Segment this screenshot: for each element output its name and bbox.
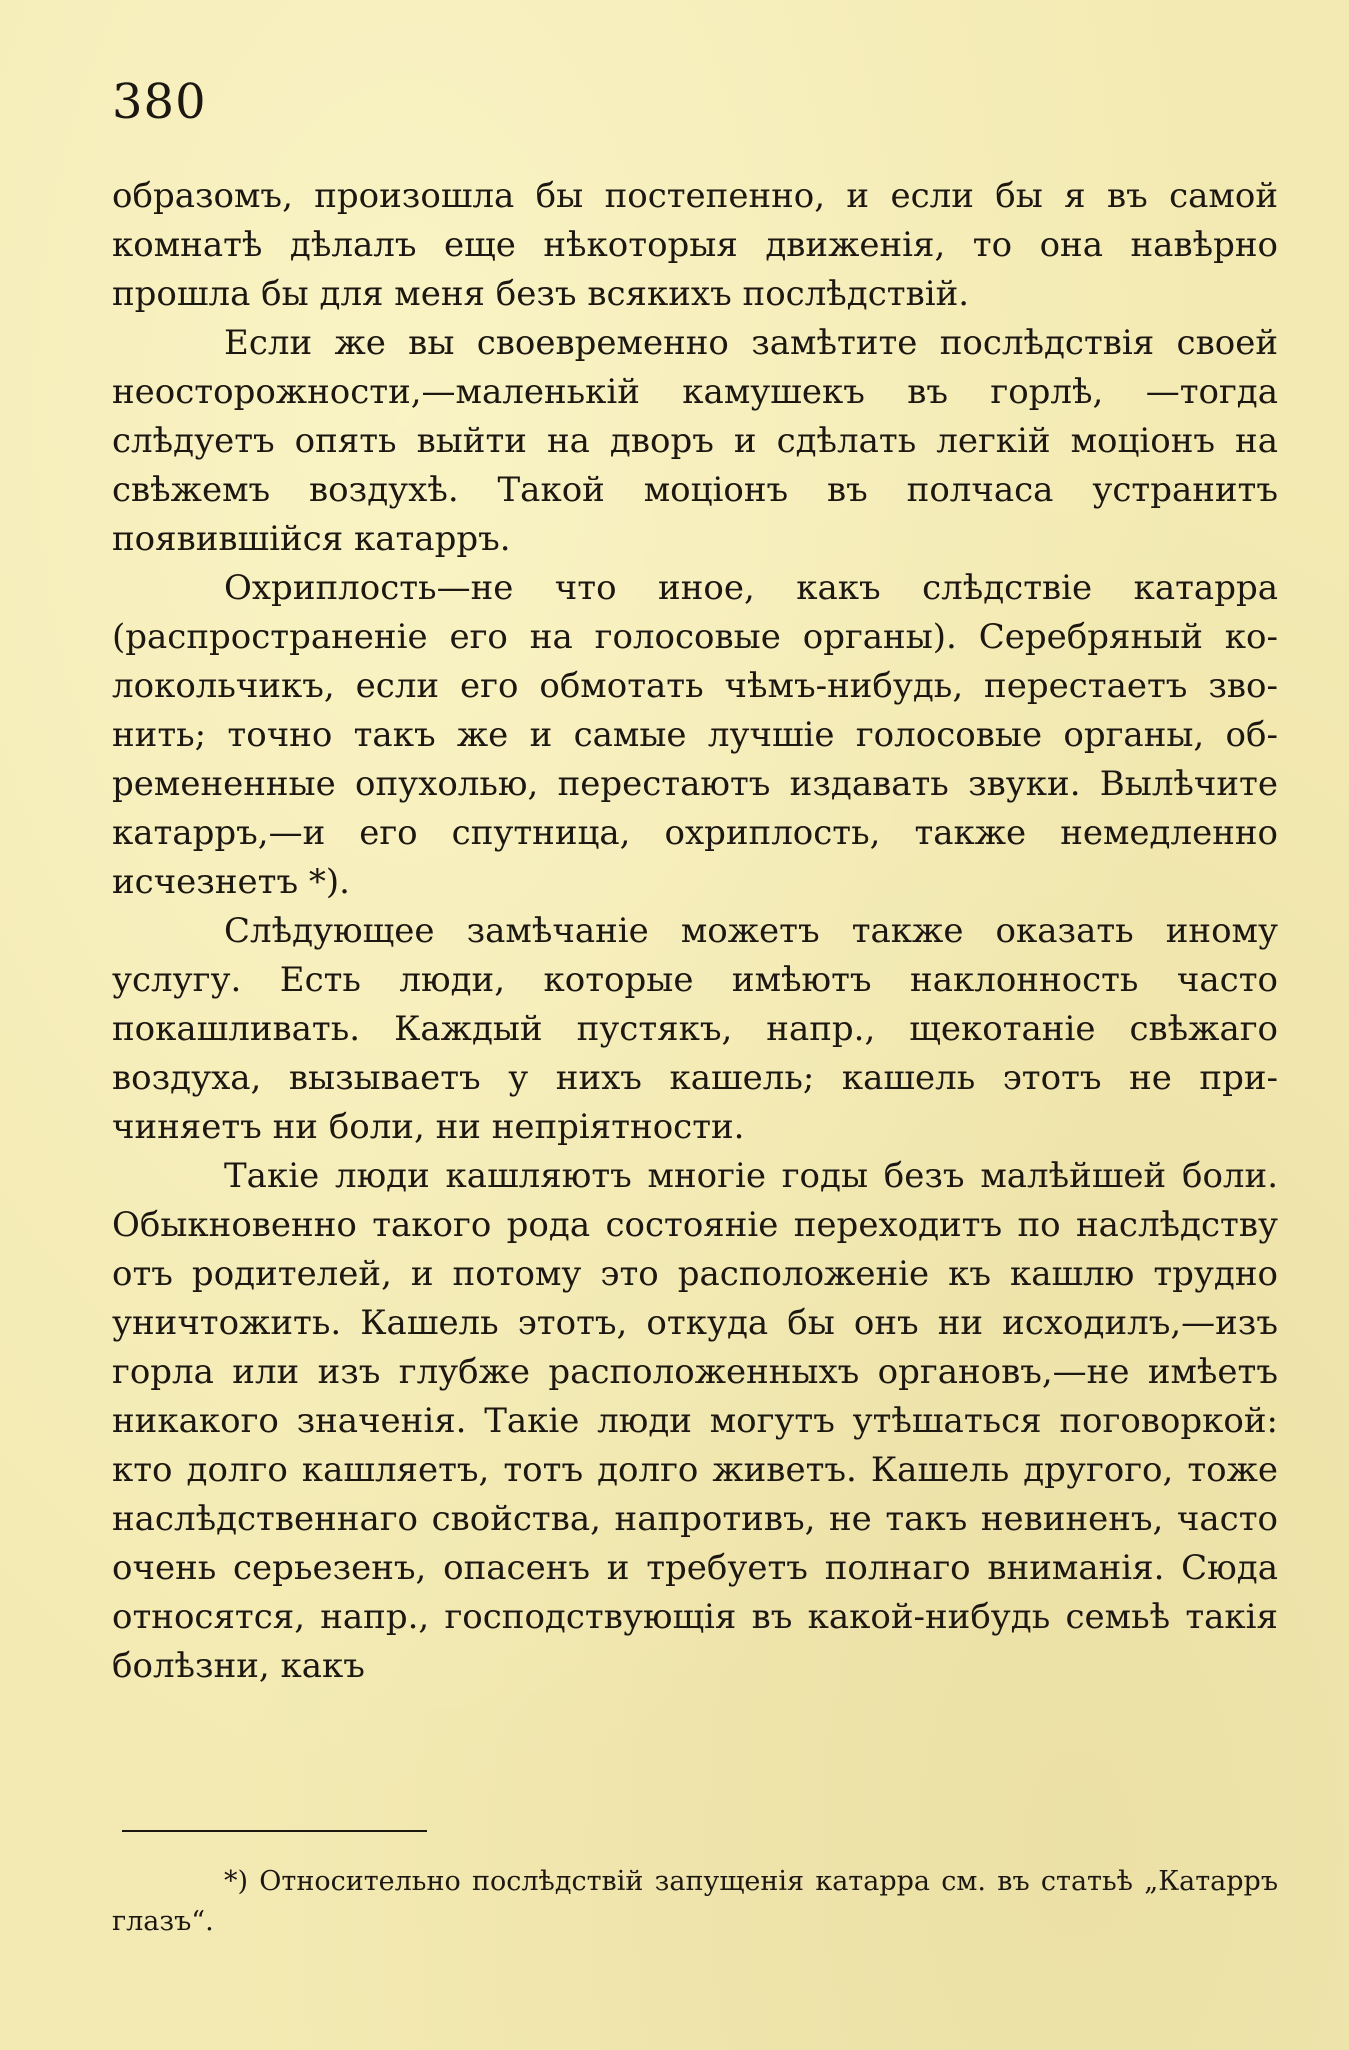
paragraph: Такіе люди кашляютъ многіе годы безъ малѣйшей боли. Обыкновенно такого рода состояніе переходитъ по наслѣдству отъ родителей, и потому это расположеніе къ кашлю трудно уничтожить. Кашель этотъ, откуда бы онъ ни исходилъ,—изъ горла или изъ глубже расположенныхъ органовъ,—не имѣетъ никакого значенія. Такіе люди могутъ утѣшаться поговоркой: кто долго кашляетъ, тотъ долго живетъ. Кашель другого, тоже наслѣдственнаго свойства, напротивъ, не такъ невиненъ, часто очень серьезенъ, опасенъ и требуетъ полнаго вниманія. Сюда относятся, напр., господствующія въ какой-нибудь семьѣ такія болѣзни, какъ (112, 1156, 1278, 1686)
paragraph: Охриплость—не что иное, какъ слѣдствіе катарра (распространеніе его на голосовые органы). Серебряный колокольчикъ, если его обмотать чѣмъ-нибудь, перестаетъ звонить; точно такъ же и самые лучшіе голосовые органы, обремененные опухолью, перестаютъ издавать звуки. Вылѣчите катарръ,—и его спутница, охриплость, также немедленно исчезнетъ *). (112, 568, 1278, 902)
paragraph: Слѣдующее замѣчаніе можетъ также оказать иному услугу. Есть люди, которые имѣютъ наклонность часто покашливать. Каждый пустякъ, напр., щекотаніе свѣжаго воздуха, вызываетъ у нихъ кашель; кашель этотъ не причиняетъ ни боли, ни непріятности. (112, 911, 1278, 1147)
footnote-divider (122, 1830, 427, 1832)
page-number: 380 (112, 74, 207, 130)
footnote: *) Относительно послѣдствій запущенія катарра см. въ статьѣ „Катарръ глазъ“. (112, 1866, 1278, 1937)
paragraph: образомъ, произошла бы постепенно, и если бы я въ самой комнатѣ дѣлалъ еще нѣкоторыя движенія, то она навѣрно прошла бы для меня безъ всякихъ послѣдствій. (112, 176, 1278, 314)
paragraph: Если же вы своевременно замѣтите послѣдствія своей неосторожности,—маленькій камушекъ въ горлѣ, —тогда слѣдуетъ опять выйти на дворъ и сдѣлать легкій моціонъ на свѣжемъ воздухѣ. Такой моціонъ въ полчаса устранитъ появившійся катарръ. (112, 323, 1278, 559)
body-text (112, 172, 1278, 1691)
